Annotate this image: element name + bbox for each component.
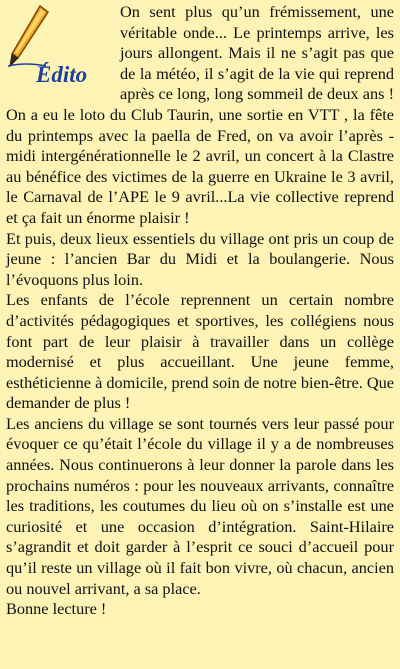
paragraph-school: Les enfants de l’école reprennent un certain nombre d’activités pédagogiques et sportives, les collégiens nous font part de leur plaisir à travailler dans un collège modernisé et plus accueillant. Une jeune femme, esthéticienne à domicile, prend soin de notre bien-être. Que demander de plus ! (6, 290, 394, 413)
paragraph-closing: Bonne lecture ! (6, 599, 107, 619)
paragraph-places: Et puis, deux lieux essentiels du village ont pris un coup de jeune : l’ancien Bar du Midi et la boulangerie. Nous l’évoquons plus loin. (6, 228, 394, 289)
paragraph-elders: Les anciens du village se sont tournés vers leur passé pour évoquer ce qu’était l’école du village il y a de nombreuses années. Nous continuerons à leur donner la parole dans les prochains numéros : pour les nouveaux arrivants, connaître les traditions, les coutumes du lieu où on s’installe est une curiosité et une occasion d’intégration. Saint-Hilaire s’agrandit et doit garder à l’esprit ce souci d’accueil pour qu’il reste un village où il fait bon vivre, où chacun, ancien ou nouvel arrivant, a sa place. (6, 413, 394, 598)
edito-title: Édito (36, 62, 88, 87)
edito-logo (0, 2, 118, 102)
quill-pen-icon (6, 4, 50, 68)
paragraph-intro: On sent plus qu’un frémissement, une véritable onde... Le printemps arrive, les jours allongent. Mais il ne s’agit pas que de la météo, il s’agit de la vie qui reprend après ce long, long sommeil de deux ans ! On a eu le loto du Club Taurin, une sortie en VTT , la fête du printemps avec la paella de Fred, on va avoir l’après -midi intergénérationnelle le 2 avril, un concert à la Clastre au bénéfice des victimes de la guerre en Ukraine le 3 avril, le Carnaval de l’APE le 9 avril...La vie collective reprend et ça fait un énorme plaisir ! (6, 2, 394, 227)
